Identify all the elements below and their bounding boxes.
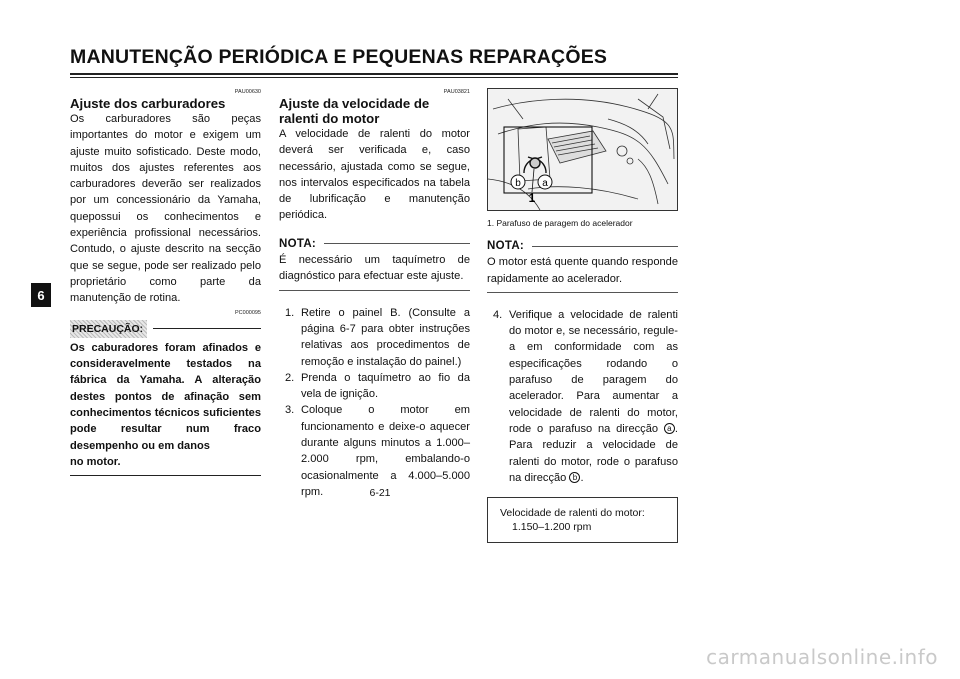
direction-a-marker: a xyxy=(664,423,675,434)
caution-header xyxy=(70,320,261,338)
figure-label-1: 1 xyxy=(528,191,536,205)
list-item: 2. Prenda o taquímetro ao fio da vela de ignição. xyxy=(285,371,470,401)
note-label: NOTA: xyxy=(487,240,525,252)
title-rule-thick xyxy=(70,73,678,75)
figure-label-a: a xyxy=(542,178,548,189)
section-code: PAU00630 xyxy=(234,89,261,95)
note-header xyxy=(279,236,470,252)
caution-text-end: no motor. xyxy=(70,455,121,468)
note-text: O motor está quente quando responde rapidamente ao acelerador. xyxy=(487,256,678,285)
caution-text xyxy=(70,340,261,470)
section-body: A velocidade de ralenti do motor deverá ser verificada e, caso necessário, ajustada como se segue, nos intervalos especificados na tabela de lubrificação e manutenção periódica. xyxy=(279,128,470,222)
caution-rule xyxy=(153,328,261,329)
column-figure-and-steps xyxy=(487,88,678,543)
title-rule-thin xyxy=(70,77,678,78)
caution-end-rule xyxy=(70,475,261,476)
spec-value: 1.150–1.200 rpm xyxy=(512,521,592,534)
page-title: MANUTENÇÃO PERIÓDICA E PEQUENAS REPARAÇÕES xyxy=(70,46,608,68)
note-rule xyxy=(324,243,470,244)
steps-list xyxy=(279,305,470,501)
engine-illustration xyxy=(488,89,677,210)
section-heading: Ajuste da velocidade de ralenti do motor xyxy=(279,96,430,126)
throttle-stop-screw-figure xyxy=(487,88,678,211)
steps-list xyxy=(487,307,678,486)
figure-caption: 1. Parafuso de paragem do acelerador xyxy=(487,218,633,228)
column-carburetor-adjustment xyxy=(70,88,261,476)
direction-b-marker: b xyxy=(569,472,580,483)
spec-label: Velocidade de ralenti do motor: xyxy=(500,507,645,520)
page-number: 6-21 xyxy=(369,487,391,499)
note-rule xyxy=(532,246,678,247)
warning-code: PC000095 xyxy=(235,309,261,316)
section-body: Os carburadores são peças importantes do motor e exigem um ajuste muito sofisticado. Deste modo, muitos dos ajustes referentes aos carburadores deverão ser realizados por um concessionário da Yamaha, quepossui os conhecimentos e experiência profissional necessários. Contudo, o ajuste descrito na secção que se segue, pode ser realizado pelo proprietário como parte da manutenção de rotina. xyxy=(70,113,261,305)
note-end-rule xyxy=(279,290,470,291)
note-label: NOTA: xyxy=(279,237,317,250)
list-item: 4. Verifique a velocidade de ralenti do motor e, se necessário, regule-a em conformidade com as especificações rodando o parafuso de paragem do acelerador. Para aumentar a velocidade de ralenti do motor, rode o parafuso na direcção a . Para reduzir a velocidade de ralenti do motor, rode o parafuso na direcção b . xyxy=(493,308,678,484)
list-item: 1. Retire o painel B. (Consulte a página 6-7 para obter instruções relativas aos procedimentos de remoção e instalação do painel.) xyxy=(285,306,470,368)
chapter-tab[interactable]: 6 xyxy=(31,283,51,307)
section-heading: Ajuste dos carburadores xyxy=(70,96,226,111)
note-header xyxy=(487,238,678,254)
column-idle-speed xyxy=(279,88,470,500)
note-end-rule xyxy=(487,292,678,293)
caution-text-main: Os caburadores foram afinados e consideravelmente testados na fábrica da Yamaha. A alteração destes pontos de afinação sem conhecimentos técnicos suficientes pode resultar num fraco desempenho ou em danos xyxy=(70,341,261,452)
idle-speed-spec-box xyxy=(487,497,678,543)
list-item: 3. Coloque o motor em funcionamento e deixe-o aquecer durante alguns minutos a 1.000–2.000 rpm, embalando-o ocasionalmente a 4.000–5.000 rpm. xyxy=(285,404,470,498)
watermark[interactable]: carmanualsonline.info xyxy=(706,645,938,669)
note-text: É necessário um taquímetro de diagnóstico para efectuar este ajuste. xyxy=(279,254,470,283)
figure-label-b: b xyxy=(515,178,521,189)
section-code: PAU03821 xyxy=(443,89,470,95)
caution-label: PRECAUÇÃO: xyxy=(70,320,147,338)
